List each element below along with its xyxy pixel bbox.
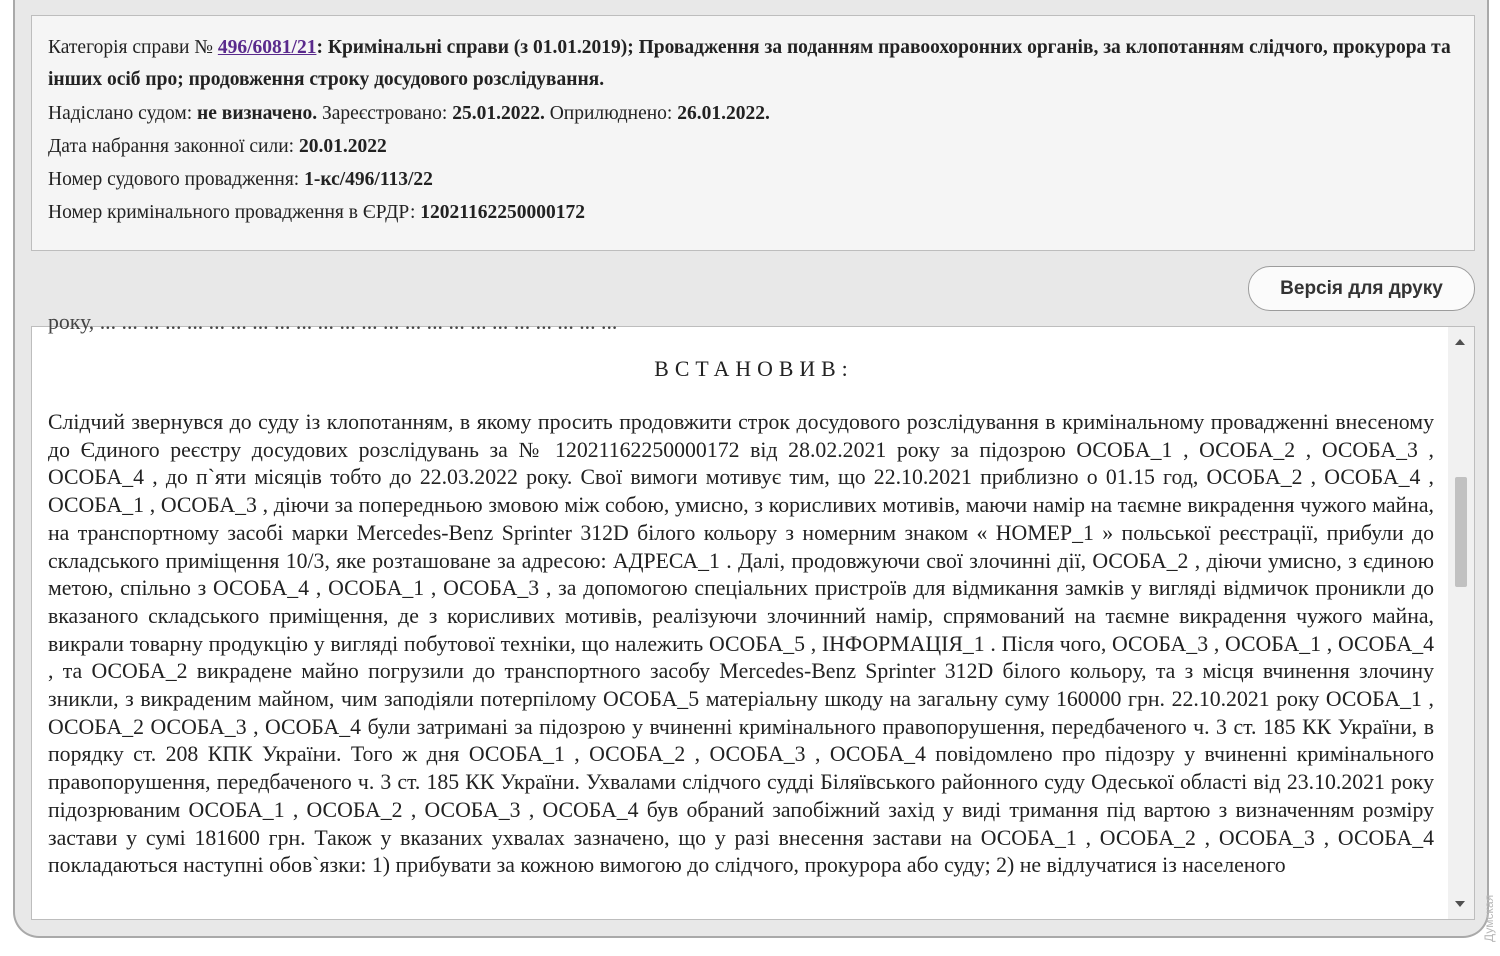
case-category xyxy=(48,32,1458,96)
case-info-panel xyxy=(31,15,1475,251)
category-text: : Кримінальні справи (з 01.01.2019); Провадження за поданням правоохоронних органів, за клопотанням слідчого, прокурора та інших осіб про; продовження строку досудового розслідування. xyxy=(48,37,1451,90)
court-proc-label: Номер судового провадження: xyxy=(48,169,305,190)
effective-date xyxy=(48,130,1458,163)
registered-value: 25.01.2022. xyxy=(452,103,545,124)
sent-label: Надіслано судом: xyxy=(48,103,198,124)
case-dates xyxy=(48,97,1458,130)
sent-value: не визначено. xyxy=(197,103,318,124)
criminal-proc-value: 12021162250000172 xyxy=(420,202,585,223)
document-heading: ВСТАНОВИВ: xyxy=(654,357,854,381)
watermark-logo: Думская xyxy=(1482,894,1496,942)
scroll-down-arrow-icon[interactable] xyxy=(1455,901,1465,907)
court-proceeding-number xyxy=(48,163,1458,196)
case-number-link[interactable]: 496/6081/21 xyxy=(217,37,317,58)
effective-label: Дата набрання законної сили: xyxy=(48,136,299,157)
criminal-proceeding-number xyxy=(48,196,1458,229)
court-proc-value: 1-кс/496/113/22 xyxy=(304,169,433,190)
category-label: Категорія справи № xyxy=(48,37,218,58)
cut-off-text-line: року, ... ... ... ... ... ... ... ... ... ... ... ... ... ... ... ... ... ... ... ... ... ... ... ... xyxy=(48,310,618,334)
document-viewer[interactable] xyxy=(31,310,1475,920)
published-value: 26.01.2022. xyxy=(677,103,770,124)
document-scrollbar[interactable] xyxy=(1448,327,1474,919)
effective-value: 20.01.2022 xyxy=(298,136,387,157)
scrollbar-thumb[interactable] xyxy=(1455,477,1467,587)
published-label: Оприлюднено: xyxy=(544,103,678,124)
print-version-button[interactable]: Версія для друку xyxy=(1248,266,1475,311)
document-paragraph: Слідчий звернувся до суду із клопотанням, в якому просить продовжити строк досудового розслідування в кримінальному провадженні внесеному до Єдиного реєстру досудових розслідувань за № 12021162250000172 від 28.02.2021 року за підозрою ОСОБА_1 , ОСОБА_2 , ОСОБА_3 , ОСОБА_4 , до п`яти місяців тобто до 22.03.2022 року. Свої вимоги мотивує тим, що 22.10.2021 приблизно о 01.15 год, ОСОБА_2 , ОСОБА_4 , ОСОБА_1 , ОСОБА_3 , діючи за попередньою змовою між собою, умисно, з корисливих мотивів, маючи намір на таємне викрадення чужого майна, на транспортному засобі марки Mercedes-Benz Sprinter 312D білого кольору з номерним знаком « НОМЕР_1 » польської реєстрації, прибули до складського приміщення 10/3, яке розташоване за адресою: АДРЕСА_1 . Далі, продовжуючи свої злочинні дії, ОСОБА_2 , діючи умисно, з єдиною метою, спільно з ОСОБА_4 , ОСОБА_1 , ОСОБА_3 , за допомогою спеціальних пристроїв для відмикання замків у вигляді відмичок проникли до вказаного складського приміщення, де з корисливих мотивів, реалізуючи злочинний намір, спрямований на таємне викрадення чужого майна, викрали товарну продукцію у вигляді побутової техніки, що належить ОСОБА_5 , ІНФОРМАЦІЯ_1 . Після чого, ОСОБА_3 , ОСОБА_1 , ОСОБА_4 , та ОСОБА_2 викрадене майно погрузили до транспортного засобу Mercedes-Benz Sprinter 312D білого кольору, та з місця вчинення злочину зникли, з викраденим майном, чим заподіяли потерпілому ОСОБА_5 матеріальну шкоду на загальну суму 160000 грн. 22.10.2021 року ОСОБА_1 , ОСОБА_2 ОСОБА_3 , ОСОБА_4 були затримані за підозрою у вчиненні кримінального правопорушення, передбаченого ч. 3 ст. 185 КК України, в порядку ст. 208 КПК України. Того ж дня ОСОБА_1 , ОСОБА_2 , ОСОБА_3 , ОСОБА_4 повідомлено про підозру у вчиненні кримінального правопорушення, передбаченого ч. 3 ст. 185 КК України. Ухвалами слідчого судді Біляївського районного суду Одеської області від 23.10.2021 року підозрюваним ОСОБА_1 , ОСОБА_2 , ОСОБА_3 , ОСОБА_4 був обраний запобіжний захід у виді тримання під вартою з визначенням розміру застави у сумі 181600 грн. Також у вказаних ухвалах зазначено, що у разі внесення застави на ОСОБА_1 , ОСОБА_2 , ОСОБА_3 , ОСОБА_4 покладаються наступні обов`язки: 1) прибувати за кожною вимогою до слідчого, прокурора або суду; 2) не відлучатися із населеного xyxy=(48,410,1434,878)
criminal-proc-label: Номер кримінального провадження в ЄРДР: xyxy=(48,202,421,223)
registered-label: Зареєстровано: xyxy=(317,103,453,124)
scroll-up-arrow-icon[interactable] xyxy=(1455,339,1465,345)
